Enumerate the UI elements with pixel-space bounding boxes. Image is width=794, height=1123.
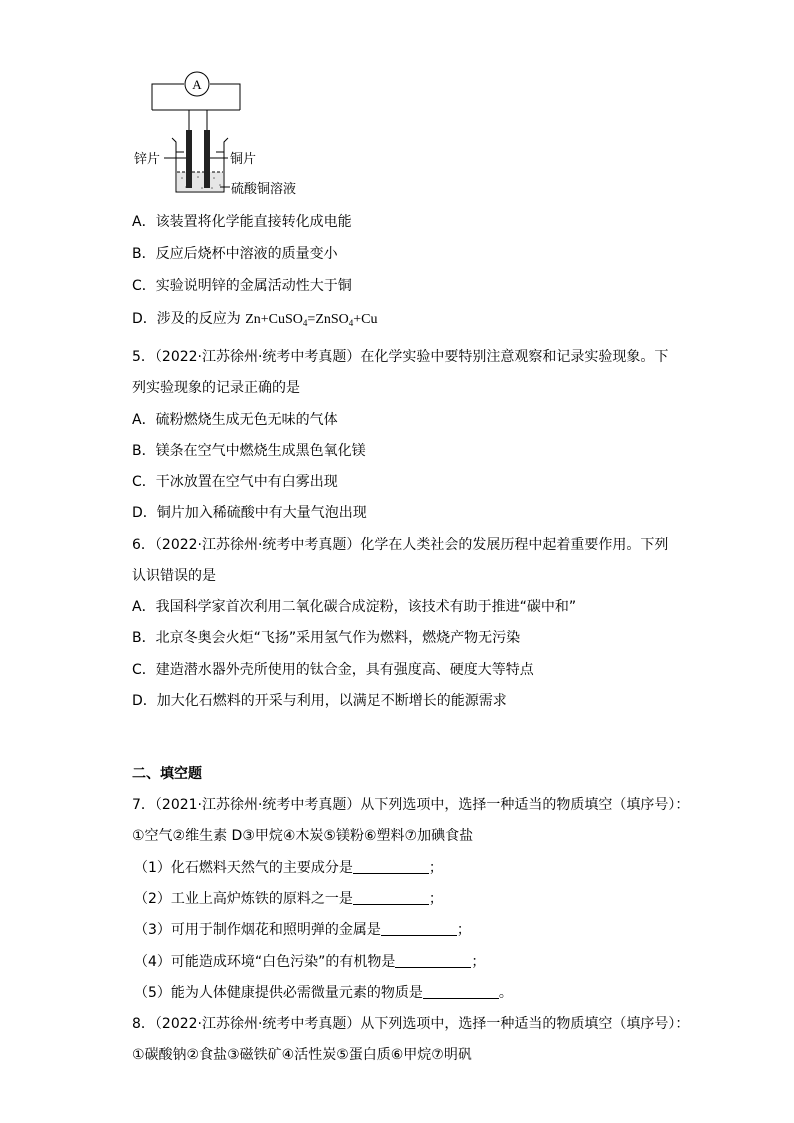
q7-item-4: （4）可能造成环境“白色污染”的有机物是 ； [134,954,486,970]
q6-option-a: A．我国科学家首次利用二氧化碳合成淀粉，该技术有助于推进“碳中和” [132,599,577,615]
copper-label: 铜片 [230,152,257,167]
q4-option-a: A．该装置将化学能直接转化成电能 [132,214,352,230]
q5-stem-line2: 列实验现象的记录正确的是 [132,380,300,396]
q5-option-d: D．铜片加入稀硫酸中有大量气泡出现 [132,505,367,521]
solution-label: 硫酸铜溶液 [231,182,297,197]
option-d-prefix: D．涉及的反应为 [132,311,246,327]
zinc-label: 锌片 [134,152,161,167]
copper-electrode [204,130,210,188]
q8-choices: ①碳酸钠②食盐③磁铁矿④活性炭⑤蛋白质⑥甲烷⑦明矾 [132,1047,472,1063]
q7-item-1: （1）化石燃料天然气的主要成分是 ； [134,860,443,876]
q4-option-b: B．反应后烧杯中溶液的质量变小 [132,246,338,262]
q5-stem-line1: 5．（2022·江苏徐州·统考中考真题）在化学实验中要特别注意观察和记录实验现象。下 [132,349,669,365]
zinc-electrode [186,130,192,188]
q6-option-c: C．建造潜水器外壳所使用的钛合金，具有强度高、硬度大等特点 [132,662,534,678]
q6-option-d: D．加大化石燃料的开采与利用，以满足不断增长的能源需求 [132,693,507,709]
q5-option-c: C．干冰放置在空气中有白雾出现 [132,474,338,490]
answer-blank[interactable] [423,984,499,999]
answer-blank[interactable] [353,890,429,905]
galvanic-cell-diagram [132,70,312,200]
left-wire [152,84,184,110]
q5-option-b: B．镁条在空气中燃烧生成黑色氧化镁 [132,443,366,459]
q6-option-b: B．北京冬奥会火炬“飞扬”采用氢气作为燃料，燃烧产物无污染 [132,630,521,646]
q4-option-d [132,309,378,333]
section-title: 二、填空题 [132,766,202,782]
q6-stem-line2: 认识错误的是 [132,568,216,584]
q7-item-2: （2）工业上高炉炼铁的原料之一是 ； [134,891,443,907]
equation: Zn+CuSO$_4$=ZnSO$_4$+Cu [245,312,378,328]
answer-blank[interactable] [353,859,429,874]
solution [177,172,223,191]
ammeter-label: A [192,77,202,92]
q7-choices: ①空气②维生素 D③甲烷④木炭⑤镁粉⑥塑料⑦加碘食盐 [132,828,474,844]
right-wire [210,84,240,110]
answer-blank[interactable] [381,921,457,936]
q8-stem: 8．（2022·江苏徐州·统考中考真题）从下列选项中，选择一种适当的物质填空（填序号）： [132,1016,690,1032]
q7-item-3: （3）可用于制作烟花和照明弹的金属是 ； [134,922,471,938]
q4-option-c: C．实验说明锌的金属活动性大于铜 [132,278,352,294]
answer-blank[interactable] [395,953,471,968]
q6-stem-line1: 6．（2022·江苏徐州·统考中考真题）化学在人类社会的发展历程中起着重要作用。下列 [132,537,669,553]
q7-stem: 7．（2021·江苏徐州·统考中考真题）从下列选项中，选择一种适当的物质填空（填序号）： [132,797,690,813]
q7-item-5: （5）能为人体健康提供必需微量元素的物质是 。 [134,985,513,1001]
q5-option-a: A．硫粉燃烧生成无色无味的气体 [132,412,338,428]
